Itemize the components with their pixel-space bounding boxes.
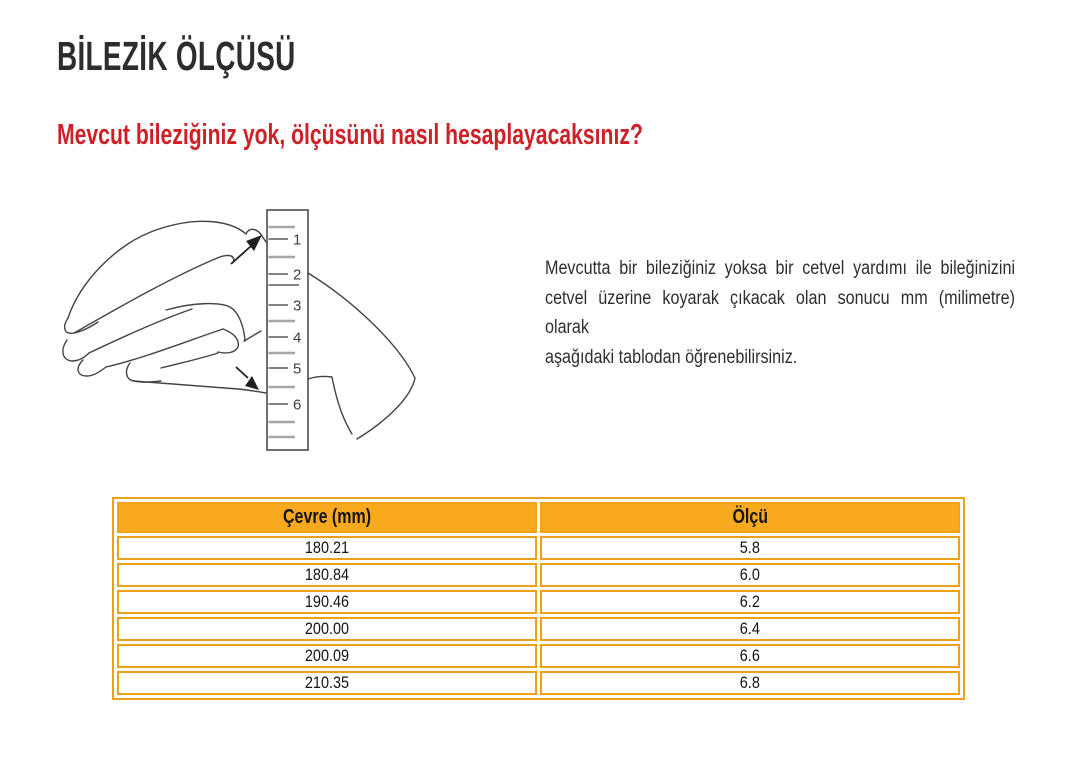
instruction-line: cetvel üzerine koyarak çıkacak olan sonucu mm (milimetre) olarak	[545, 287, 1016, 338]
size-cell	[540, 617, 960, 641]
size-cell	[540, 590, 960, 614]
circumference-value: 180.84	[304, 565, 350, 584]
circumference-value: 200.00	[304, 619, 350, 638]
size-cell	[540, 536, 960, 560]
circumference-cell	[117, 671, 537, 695]
circumference-value: 180.21	[304, 538, 350, 557]
instruction-line: Mevcutta bir bileziğiniz yoksa bir cetvel yardımı ile bileğinizini	[545, 258, 1016, 279]
size-table-head	[117, 502, 960, 533]
page-title	[57, 33, 408, 80]
hand-ruler-drawing	[60, 190, 460, 470]
size-value: 6.6	[739, 646, 761, 665]
size-table	[112, 497, 965, 700]
circumference-cell	[117, 644, 537, 668]
instruction-paragraph	[545, 254, 1015, 372]
circumference-cell	[117, 617, 537, 641]
page-title-text: BİLEZİK ÖLÇÜSÜ	[57, 33, 296, 79]
size-value: 6.4	[739, 619, 761, 638]
ruler	[267, 210, 308, 450]
ruler-number: 4	[293, 329, 302, 347]
instruction-line: aşağıdaki tablodan öğrenebilirsiniz.	[545, 346, 798, 368]
size-cell	[540, 563, 960, 587]
page-subtitle	[57, 119, 860, 152]
size-value: 6.2	[739, 592, 761, 611]
ruler-number: 5	[293, 360, 302, 378]
circumference-value: 200.09	[304, 646, 350, 665]
upper-arrow-icon	[231, 235, 262, 264]
hand-outline	[63, 221, 266, 393]
circumference-value: 210.35	[304, 673, 350, 692]
size-value: 6.8	[739, 673, 761, 692]
size-value: 6.0	[739, 565, 761, 584]
ruler-number: 3	[293, 297, 302, 315]
circumference-cell	[117, 563, 537, 587]
size-header-cell	[540, 502, 960, 533]
circumference-cell	[117, 590, 537, 614]
size-value: 5.8	[739, 538, 761, 557]
circumference-header-cell	[117, 502, 537, 533]
ruler-number: 2	[293, 266, 302, 284]
ruler-number: 1	[293, 231, 302, 249]
table-row	[117, 617, 960, 641]
table-row	[117, 644, 960, 668]
table-row	[117, 536, 960, 560]
size-header-label: Ölçü	[732, 506, 768, 528]
table-row	[117, 590, 960, 614]
table-row	[117, 563, 960, 587]
ruler-number: 6	[293, 396, 302, 414]
size-cell	[540, 671, 960, 695]
circumference-cell	[117, 536, 537, 560]
header-row	[117, 502, 960, 533]
size-cell	[540, 644, 960, 668]
hand-ruler-illustration	[60, 190, 460, 470]
table-row	[117, 671, 960, 695]
wrist-outline	[308, 273, 415, 439]
circumference-header-label: Çevre (mm)	[282, 506, 372, 528]
size-table-body	[117, 536, 960, 695]
page-subtitle-text: Mevcut bileziğiniz yok, ölçüsünü nasıl hesaplayacaksınız?	[57, 119, 643, 151]
circumference-value: 190.46	[304, 592, 350, 611]
lower-arrow-icon	[236, 367, 259, 390]
